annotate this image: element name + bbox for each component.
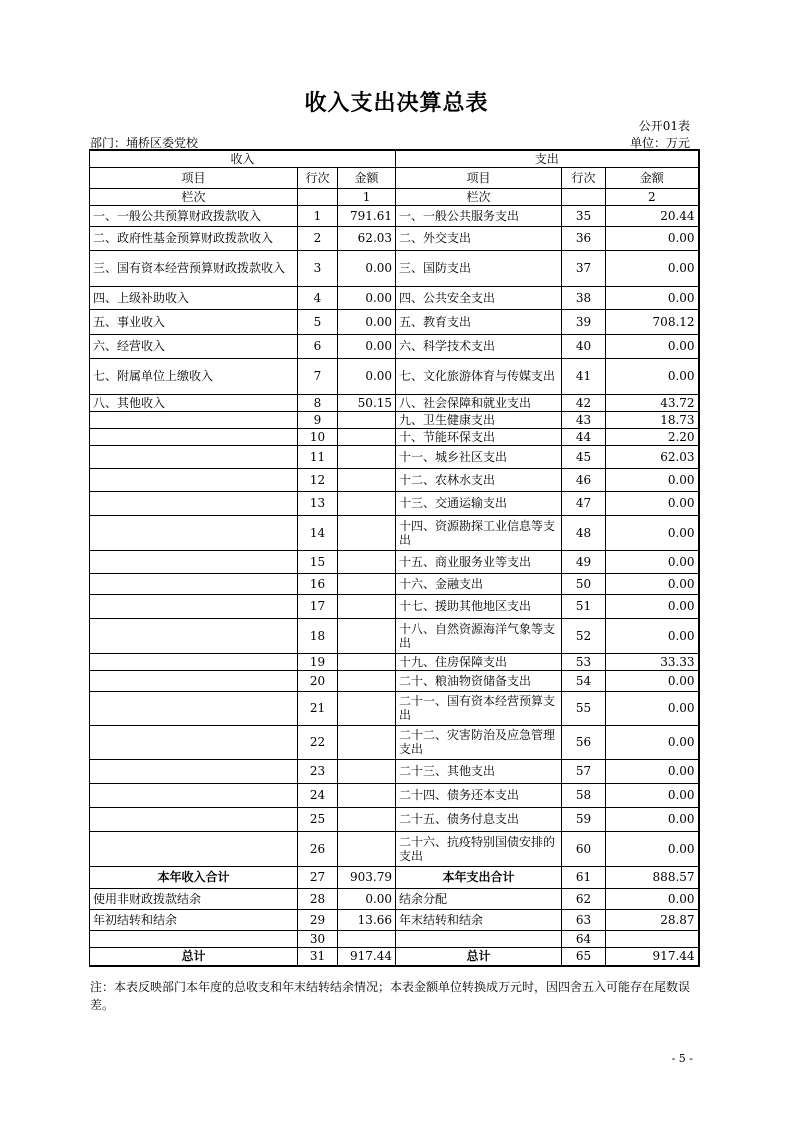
expense-item [396,930,562,947]
income-line-header: 行次 [298,167,338,188]
income-line-number: 17 [298,594,338,618]
expense-item: 一、一般公共服务支出 [396,205,562,226]
income-column-number: 1 [338,188,396,205]
expense-line-number: 38 [562,286,606,309]
income-line-number: 9 [298,411,338,428]
expense-item: 十二、农林水支出 [396,468,562,491]
expense-line-number: 63 [562,909,606,930]
income-item [90,445,298,468]
expense-amount: 0.00 [606,250,699,286]
income-line-number: 12 [298,468,338,491]
expense-item: 结余分配 [396,888,562,909]
expense-amount: 0.00 [606,226,699,250]
income-item [90,411,298,428]
income-amount [338,670,396,691]
income-item [90,691,298,725]
expense-amount: 917.44 [606,947,699,966]
income-amount: 0.00 [338,888,396,909]
expense-line-number: 64 [562,930,606,947]
unit-label: 单位：万元 [629,136,690,150]
income-amount: 50.15 [338,394,396,411]
income-amount [338,618,396,653]
table-row [90,909,699,930]
table-row [90,286,699,309]
table-row [90,831,699,866]
expense-amount: 708.12 [606,309,699,334]
income-line-number: 15 [298,550,338,573]
expense-amount-header: 金额 [606,167,699,188]
table-row [90,783,699,807]
expense-line-number: 39 [562,309,606,334]
expense-line-number: 48 [562,515,606,550]
expense-item: 九、卫生健康支出 [396,411,562,428]
income-amount [338,930,396,947]
table-row [90,205,699,226]
expense-item: 二十四、债务还本支出 [396,783,562,807]
income-amount [338,783,396,807]
income-line-number: 20 [298,670,338,691]
expense-item: 本年支出合计 [396,866,562,888]
expense-column-blank [562,188,606,205]
table-row [90,411,699,428]
expense-line-number: 42 [562,394,606,411]
table-row [90,759,699,783]
form-code: 公开01表 [638,119,690,133]
expense-item: 四、公共安全支出 [396,286,562,309]
table-row [90,594,699,618]
income-item: 七、附属单位上缴收入 [90,358,298,394]
income-item [90,618,298,653]
expense-item: 七、文化旅游体育与传媒支出 [396,358,562,394]
table-row [90,930,699,947]
income-amount [338,411,396,428]
income-line-number: 2 [298,226,338,250]
income-item [90,670,298,691]
table-row [90,725,699,759]
expense-line-number: 49 [562,550,606,573]
income-line-number: 23 [298,759,338,783]
report-title: 收入支出决算总表 [304,91,489,116]
income-item [90,515,298,550]
income-line-number: 28 [298,888,338,909]
income-item: 三、国有资本经营预算财政拨款收入 [90,250,298,286]
income-amount: 0.00 [338,286,396,309]
income-amount [338,725,396,759]
income-item [90,831,298,866]
table-row [90,866,699,888]
expense-line-number: 61 [562,866,606,888]
expense-item: 二十三、其他支出 [396,759,562,783]
income-line-number: 25 [298,807,338,831]
expense-line-number: 45 [562,445,606,468]
income-amount [338,428,396,445]
expense-item: 十九、住房保障支出 [396,653,562,670]
expense-amount: 0.00 [606,358,699,394]
expense-amount: 0.00 [606,807,699,831]
income-item: 一、一般公共预算财政拨款收入 [90,205,298,226]
expense-line-number: 52 [562,618,606,653]
income-item [90,653,298,670]
table-row [90,573,699,594]
expense-amount: 20.44 [606,205,699,226]
expense-line-number: 36 [562,226,606,250]
expense-amount [606,930,699,947]
income-item: 使用非财政拨款结余 [90,888,298,909]
page-number: - 5 - [671,1052,693,1065]
footnote: 注：本表反映部门本年度的总收支和年末结转结余情况；本表金额单位转换成万元时，因四舍五入可能存在尾数误差。 [90,980,691,1012]
expense-amount: 0.00 [606,831,699,866]
expense-amount: 0.00 [606,491,699,515]
income-item [90,491,298,515]
expense-item: 六、科学技术支出 [396,334,562,358]
expense-line-number: 58 [562,783,606,807]
income-item-header: 项目 [90,167,298,188]
income-line-number: 6 [298,334,338,358]
income-amount: 0.00 [338,309,396,334]
expense-item: 十三、交通运输支出 [396,491,562,515]
expense-line-number: 37 [562,250,606,286]
expense-amount: 18.73 [606,411,699,428]
income-amount: 0.00 [338,250,396,286]
expense-amount: 0.00 [606,286,699,309]
expense-item: 十六、金融支出 [396,573,562,594]
expense-amount: 0.00 [606,888,699,909]
income-amount [338,573,396,594]
income-line-number: 22 [298,725,338,759]
income-amount [338,550,396,573]
expense-item: 二十六、抗疫特别国债安排的支出 [396,831,562,866]
income-line-number: 11 [298,445,338,468]
expense-item: 十一、城乡社区支出 [396,445,562,468]
income-amount [338,515,396,550]
income-item: 四、上级补助收入 [90,286,298,309]
income-item [90,807,298,831]
income-line-number: 19 [298,653,338,670]
expense-item: 二、外交支出 [396,226,562,250]
department-label: 部门：埇桥区委党校 [90,136,199,150]
income-amount [338,831,396,866]
table-row [90,309,699,334]
expense-line-number: 59 [562,807,606,831]
income-amount: 903.79 [338,866,396,888]
table-row [90,653,699,670]
income-amount [338,807,396,831]
income-line-number: 8 [298,394,338,411]
expense-line-number: 53 [562,653,606,670]
income-item [90,759,298,783]
expense-item: 二十、粮油物资储备支出 [396,670,562,691]
expense-item: 二十五、债务付息支出 [396,807,562,831]
income-item [90,725,298,759]
expense-header: 支出 [396,150,699,167]
expense-line-number: 46 [562,468,606,491]
expense-item: 五、教育支出 [396,309,562,334]
income-amount: 0.00 [338,358,396,394]
income-item [90,783,298,807]
income-item: 八、其他收入 [90,394,298,411]
expense-column-label: 栏次 [396,188,562,205]
income-line-number: 30 [298,930,338,947]
expense-item: 二十一、国有资本经营预算支出 [396,691,562,725]
expense-amount: 0.00 [606,550,699,573]
income-amount-header: 金额 [338,167,396,188]
income-amount: 0.00 [338,334,396,358]
expense-item: 二十二、灾害防治及应急管理支出 [396,725,562,759]
expense-item-header: 项目 [396,167,562,188]
table-row [90,618,699,653]
table-row [90,888,699,909]
expense-line-number: 65 [562,947,606,966]
expense-line-number: 56 [562,725,606,759]
expense-line-number: 55 [562,691,606,725]
expense-line-number: 41 [562,358,606,394]
income-amount [338,594,396,618]
income-header: 收入 [90,150,396,167]
income-item [90,468,298,491]
table-row [90,358,699,394]
expense-amount: 888.57 [606,866,699,888]
income-line-number: 29 [298,909,338,930]
table-row [90,670,699,691]
income-item [90,930,298,947]
table-row [90,515,699,550]
income-amount: 62.03 [338,226,396,250]
income-item: 二、政府性基金预算财政拨款收入 [90,226,298,250]
income-line-number: 7 [298,358,338,394]
expense-amount: 33.33 [606,653,699,670]
income-line-number: 16 [298,573,338,594]
income-amount [338,445,396,468]
income-line-number: 10 [298,428,338,445]
income-amount [338,468,396,491]
income-line-number: 18 [298,618,338,653]
expense-amount: 0.00 [606,759,699,783]
expense-amount: 0.00 [606,670,699,691]
income-item [90,428,298,445]
expense-amount: 0.00 [606,783,699,807]
expense-amount: 2.20 [606,428,699,445]
income-item: 六、经营收入 [90,334,298,358]
expense-amount: 0.00 [606,468,699,491]
expense-amount: 62.03 [606,445,699,468]
table-body [90,205,699,966]
table-row [90,250,699,286]
expense-amount: 0.00 [606,725,699,759]
expense-line-number: 57 [562,759,606,783]
expense-amount: 0.00 [606,618,699,653]
income-item [90,550,298,573]
income-item: 年初结转和结余 [90,909,298,930]
expense-item: 年末结转和结余 [396,909,562,930]
expense-line-number: 40 [562,334,606,358]
expense-line-header: 行次 [562,167,606,188]
table-row [90,428,699,445]
expense-line-number: 54 [562,670,606,691]
expense-item: 十七、援助其他地区支出 [396,594,562,618]
income-item [90,594,298,618]
expense-item: 十五、商业服务业等支出 [396,550,562,573]
expense-line-number: 60 [562,831,606,866]
income-item: 总计 [90,947,298,966]
expense-line-number: 44 [562,428,606,445]
table-row [90,226,699,250]
income-amount: 13.66 [338,909,396,930]
table-row [90,550,699,573]
income-line-number: 3 [298,250,338,286]
income-column-label: 栏次 [90,188,298,205]
expense-item: 十、节能环保支出 [396,428,562,445]
expense-amount: 0.00 [606,573,699,594]
expense-line-number: 50 [562,573,606,594]
table-row [90,468,699,491]
expense-amount: 0.00 [606,334,699,358]
income-line-number: 4 [298,286,338,309]
income-line-number: 31 [298,947,338,966]
income-line-number: 26 [298,831,338,866]
expense-amount: 0.00 [606,691,699,725]
income-line-number: 24 [298,783,338,807]
expense-item: 十四、资源勘探工业信息等支出 [396,515,562,550]
income-line-number: 21 [298,691,338,725]
income-amount: 917.44 [338,947,396,966]
income-item [90,573,298,594]
income-item: 本年收入合计 [90,866,298,888]
expense-line-number: 43 [562,411,606,428]
income-amount [338,759,396,783]
expense-amount: 0.00 [606,594,699,618]
expense-amount: 43.72 [606,394,699,411]
table-row [90,334,699,358]
expense-line-number: 62 [562,888,606,909]
expense-line-number: 47 [562,491,606,515]
expense-item: 十八、自然资源海洋气象等支出 [396,618,562,653]
expense-item: 总计 [396,947,562,966]
expense-line-number: 51 [562,594,606,618]
income-item: 五、事业收入 [90,309,298,334]
income-amount [338,491,396,515]
income-amount [338,653,396,670]
expense-amount: 0.00 [606,515,699,550]
expense-item: 三、国防支出 [396,250,562,286]
income-line-number: 5 [298,309,338,334]
expense-amount: 28.87 [606,909,699,930]
income-line-number: 14 [298,515,338,550]
income-line-number: 27 [298,866,338,888]
expense-line-number: 35 [562,205,606,226]
income-column-blank [298,188,338,205]
table-row [90,807,699,831]
income-amount [338,691,396,725]
income-amount: 791.61 [338,205,396,226]
table-row [90,491,699,515]
expense-item: 八、社会保障和就业支出 [396,394,562,411]
table-row [90,947,699,966]
income-expense-table [89,149,700,967]
table-row [90,394,699,411]
income-line-number: 1 [298,205,338,226]
expense-column-number: 2 [606,188,699,205]
table-row [90,691,699,725]
table-row [90,445,699,468]
income-line-number: 13 [298,491,338,515]
